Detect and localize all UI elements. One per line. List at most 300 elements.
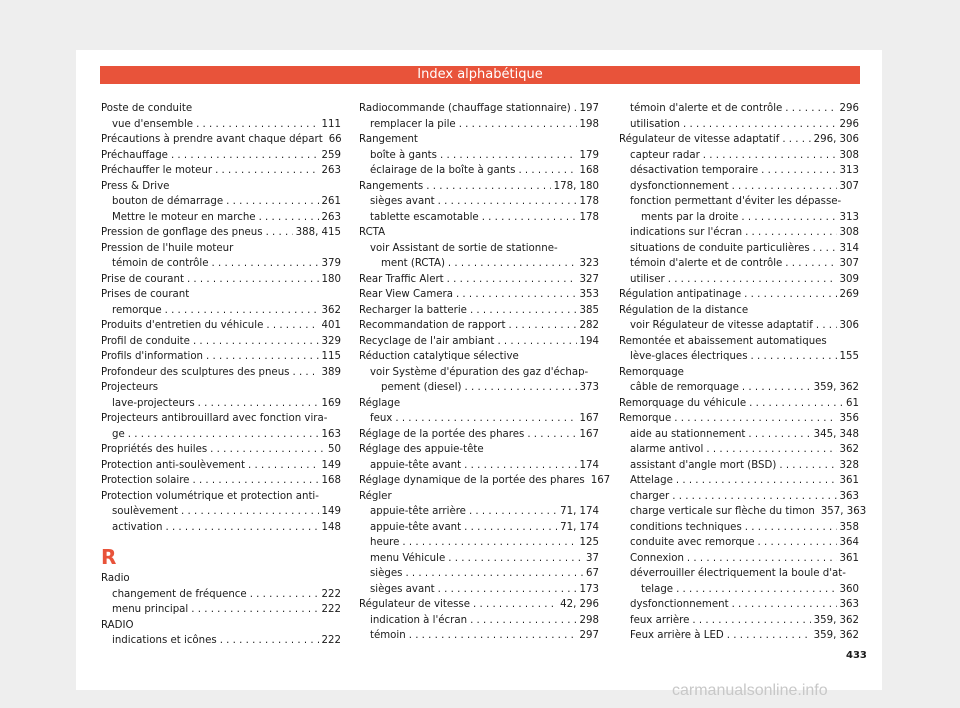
dot-leader xyxy=(464,520,557,536)
index-entry xyxy=(101,458,341,474)
dot-leader xyxy=(459,117,577,133)
entry-pages: 388, 415 xyxy=(295,227,341,238)
entry-pages: 358 xyxy=(839,521,859,533)
entry-pages: 363 xyxy=(839,490,859,502)
dot-leader xyxy=(473,597,557,613)
entry-term: menu Véhicule xyxy=(370,552,446,564)
index-column-3 xyxy=(619,101,867,644)
entry-term: Recommandation de rapport xyxy=(359,320,506,331)
entry-term: feux arrière xyxy=(630,614,690,626)
entry-term: Connexion xyxy=(630,552,684,564)
entry-pages: 313 xyxy=(839,211,859,223)
index-heading: Press & Drive xyxy=(101,180,170,192)
index-entry xyxy=(359,597,599,613)
entry-term: ge xyxy=(112,428,125,440)
entry-pages: 345, 348 xyxy=(813,428,859,440)
entry-pages: 329 xyxy=(321,335,341,347)
entry-pages: 328 xyxy=(839,459,859,471)
entry-pages: 359, 362 xyxy=(813,630,859,641)
dot-leader xyxy=(779,458,836,474)
entry-term: Attelage xyxy=(630,475,673,486)
dot-leader xyxy=(692,613,810,629)
index-heading: Remorquage xyxy=(619,366,684,378)
index-entry xyxy=(619,473,859,489)
entry-pages: 356 xyxy=(839,413,859,424)
dot-leader xyxy=(248,458,319,474)
entry-term: Rear View Camera xyxy=(359,289,453,300)
dot-leader xyxy=(482,210,577,226)
dot-leader xyxy=(456,287,577,303)
dot-leader xyxy=(668,272,837,288)
dot-leader xyxy=(448,551,583,567)
dot-leader xyxy=(672,489,836,505)
index-entry xyxy=(619,628,859,644)
dot-leader xyxy=(497,334,576,350)
entry-term: utiliser xyxy=(630,273,665,285)
entry-pages: 269 xyxy=(839,289,859,300)
index-entry xyxy=(101,365,341,381)
index-entry xyxy=(619,163,859,179)
dot-leader xyxy=(751,349,837,365)
dot-leader xyxy=(215,163,318,179)
entry-pages: 308 xyxy=(839,149,859,161)
index-entry xyxy=(359,303,599,319)
dot-leader xyxy=(732,179,837,195)
index-entry xyxy=(359,535,599,551)
entry-pages: 362 xyxy=(839,444,859,455)
index-entry xyxy=(101,442,341,458)
entry-term: capteur radar xyxy=(630,149,700,161)
index-entry xyxy=(359,148,599,164)
entry-term: remplacer la pile xyxy=(370,118,456,130)
dot-leader xyxy=(813,241,837,257)
entry-pages: 359, 362 xyxy=(813,382,859,393)
entry-pages: 168 xyxy=(579,165,599,176)
index-entry xyxy=(359,179,599,195)
index-entry xyxy=(619,458,859,474)
dot-leader xyxy=(198,396,319,412)
index-entry xyxy=(619,427,859,443)
index-entry xyxy=(619,318,859,334)
entry-term: conduite avec remorque xyxy=(630,537,755,548)
dot-leader xyxy=(509,318,577,334)
index-entry xyxy=(101,602,341,618)
entry-term: Régulateur de vitesse adaptatif xyxy=(619,134,780,145)
index-entry xyxy=(619,287,859,303)
index-heading: Poste de conduite xyxy=(101,103,193,114)
entry-pages: 327 xyxy=(579,273,599,285)
index-entry xyxy=(359,101,599,117)
entry-term: témoin d'alerte et de contrôle xyxy=(630,258,783,269)
index-entry xyxy=(619,210,859,226)
index-entry xyxy=(359,380,599,396)
dot-leader xyxy=(440,148,577,164)
entry-term: Régulation antipatinage xyxy=(619,289,742,300)
entry-pages: 296 xyxy=(839,118,859,130)
entry-pages: 167 xyxy=(590,475,611,486)
index-entry xyxy=(359,566,599,582)
dot-leader xyxy=(187,272,319,288)
index-entry xyxy=(359,117,599,133)
dot-leader xyxy=(196,117,318,133)
entry-pages: 373 xyxy=(579,382,599,393)
index-heading: Prises de courant xyxy=(101,289,190,300)
entry-term: utilisation xyxy=(630,118,681,130)
index-heading: Projecteurs xyxy=(101,382,159,393)
entry-term: remorque xyxy=(112,304,162,316)
entry-pages: 308 xyxy=(839,227,859,238)
entry-term: éclairage de la boîte à gants xyxy=(370,165,516,176)
entry-pages: 314 xyxy=(839,242,859,254)
entry-term: Préchauffage xyxy=(101,149,168,161)
index-entry xyxy=(101,427,341,443)
entry-term: soulèvement xyxy=(112,506,179,517)
index-entry xyxy=(359,334,599,350)
index-heading: Réglage des appuie-tête xyxy=(359,444,484,455)
dot-leader xyxy=(438,582,577,598)
entry-term: pement (diesel) xyxy=(381,382,462,393)
entry-term: appuie-tête avant xyxy=(370,459,462,471)
dot-leader xyxy=(465,380,577,396)
entry-pages: 307 xyxy=(839,258,859,269)
entry-pages: 37 xyxy=(586,552,599,564)
entry-pages: 167 xyxy=(579,428,599,440)
entry-pages: 173 xyxy=(579,583,599,595)
entry-pages: 309 xyxy=(839,273,859,285)
dot-leader xyxy=(292,365,318,381)
entry-term: câble de remorquage xyxy=(630,382,739,393)
index-entry xyxy=(101,396,341,412)
entry-pages: 389 xyxy=(321,366,341,378)
entry-pages: 296, 306 xyxy=(813,134,859,145)
entry-term: vue d'ensemble xyxy=(112,118,194,130)
dot-leader xyxy=(761,163,836,179)
entry-term: Recyclage de l'air ambiant xyxy=(359,335,495,347)
index-entry xyxy=(101,194,341,210)
dot-leader xyxy=(782,132,810,148)
entry-pages: 111 xyxy=(321,118,341,130)
index-heading: Rangement xyxy=(359,134,418,145)
dot-leader xyxy=(266,318,318,334)
index-entry xyxy=(101,210,341,226)
dot-leader xyxy=(470,303,577,319)
index-entry xyxy=(619,597,859,613)
index-entry xyxy=(359,582,599,598)
index-entry xyxy=(619,551,859,567)
entry-term: Remorquage du véhicule xyxy=(619,397,747,409)
index-entry xyxy=(619,349,859,365)
index-heading: Régler xyxy=(359,490,392,502)
dot-leader xyxy=(226,194,318,210)
entry-term: dysfonctionnement xyxy=(630,180,729,192)
entry-pages: 298 xyxy=(579,614,599,626)
entry-term: activation xyxy=(112,521,163,533)
index-entry xyxy=(101,163,341,179)
index-entry xyxy=(619,582,859,598)
entry-term: situations de conduite particulières xyxy=(630,242,810,254)
index-entry xyxy=(619,535,859,551)
index-heading: déverrouiller électriquement la boule d'at- xyxy=(630,568,846,579)
index-entry xyxy=(359,520,599,536)
dot-leader xyxy=(518,163,576,179)
index-heading: voir Système d'épuration des gaz d'échap- xyxy=(370,366,589,378)
dot-leader xyxy=(128,427,319,443)
section-letter: R xyxy=(101,545,117,569)
dot-leader xyxy=(192,473,318,489)
index-entry xyxy=(359,628,599,644)
entry-term: ment (RCTA) xyxy=(381,258,445,269)
dot-leader xyxy=(165,303,319,319)
dot-leader xyxy=(266,225,293,241)
entry-term: Produits d'entretien du véhicule xyxy=(101,320,264,331)
entry-term: Remorque xyxy=(619,413,672,424)
dot-leader xyxy=(191,602,318,618)
entry-term: Profil de conduite xyxy=(101,335,190,347)
dot-leader xyxy=(683,117,837,133)
dot-leader xyxy=(785,256,836,272)
dot-leader xyxy=(165,520,318,536)
entry-pages: 401 xyxy=(321,320,341,331)
dot-leader xyxy=(676,473,837,489)
entry-pages: 125 xyxy=(579,537,599,548)
entry-term: voir Régulateur de vitesse adaptatif xyxy=(630,320,813,331)
entry-pages: 71, 174 xyxy=(560,521,599,533)
entry-pages: 169 xyxy=(321,397,341,409)
index-entry xyxy=(101,504,341,520)
entry-term: Recharger la batterie xyxy=(359,304,467,316)
index-entry xyxy=(619,272,859,288)
entry-pages: 379 xyxy=(321,258,341,269)
entry-pages: 178, 180 xyxy=(553,180,599,192)
index-heading: Radio xyxy=(101,573,130,584)
dot-leader xyxy=(674,411,836,427)
entry-pages: 155 xyxy=(839,351,859,362)
entry-term: sièges xyxy=(370,568,403,579)
entry-term: Feux arrière à LED xyxy=(630,630,724,641)
entry-pages: 362 xyxy=(321,304,341,316)
entry-term: Préchauffer le moteur xyxy=(101,165,213,176)
dot-leader xyxy=(448,256,577,272)
dot-leader xyxy=(193,334,319,350)
entry-term: indications et icônes xyxy=(112,635,217,646)
index-entry xyxy=(101,132,341,148)
index-entry xyxy=(101,272,341,288)
index-entry xyxy=(359,256,599,272)
entry-pages: 50 xyxy=(328,444,341,455)
entry-term: désactivation temporaire xyxy=(630,165,759,176)
entry-pages: 42, 296 xyxy=(560,599,599,610)
entry-term: Régulateur de vitesse xyxy=(359,599,471,610)
dot-leader xyxy=(741,210,836,226)
watermark: carmanualsonline.info xyxy=(672,682,828,699)
entry-pages: 306 xyxy=(839,320,859,331)
entry-pages: 259 xyxy=(321,149,341,161)
entry-term: alarme antivol xyxy=(630,444,704,455)
entry-term: Pression de gonflage des pneus xyxy=(101,227,263,238)
index-column-2 xyxy=(359,101,611,644)
entry-pages: 297 xyxy=(579,630,599,641)
dot-leader xyxy=(212,256,319,272)
entry-pages: 222 xyxy=(321,604,341,615)
dot-leader xyxy=(727,628,811,644)
index-entry xyxy=(101,303,341,319)
entry-term: telage xyxy=(641,583,674,595)
index-entry xyxy=(619,504,867,520)
entry-term: Réglage de la portée des phares xyxy=(359,428,525,440)
dot-leader xyxy=(426,179,550,195)
index-entry xyxy=(101,587,341,603)
page-number: 433 xyxy=(846,650,867,661)
dot-leader xyxy=(259,210,319,226)
dot-leader xyxy=(706,442,836,458)
dot-leader xyxy=(574,101,577,117)
entry-pages: 198 xyxy=(579,118,599,130)
entry-term: Prise de courant xyxy=(101,273,184,285)
index-entry xyxy=(101,633,341,649)
entry-pages: 282 xyxy=(579,320,599,331)
index-entry xyxy=(619,489,859,505)
entry-pages: 359, 362 xyxy=(813,614,859,626)
entry-pages: 61 xyxy=(846,397,859,409)
entry-term: Profils d'information xyxy=(101,351,204,362)
entry-pages: 385 xyxy=(579,304,599,316)
entry-term: boîte à gants xyxy=(370,149,437,161)
index-heading: RCTA xyxy=(359,227,386,238)
entry-term: charger xyxy=(630,490,670,502)
entry-term: lave-projecteurs xyxy=(112,397,195,409)
index-entry xyxy=(359,318,599,334)
entry-term: heure xyxy=(370,537,400,548)
dot-leader xyxy=(816,318,837,334)
dot-leader xyxy=(527,427,576,443)
index-entry xyxy=(619,380,859,396)
dot-leader xyxy=(703,148,837,164)
index-entry xyxy=(359,163,599,179)
dot-leader xyxy=(744,287,836,303)
index-entry xyxy=(619,396,859,412)
index-heading: fonction permettant d'éviter les dépasse- xyxy=(630,196,842,207)
index-entry xyxy=(101,520,341,536)
index-entry xyxy=(101,117,341,133)
index-entry xyxy=(619,132,859,148)
entry-term: témoin de contrôle xyxy=(112,258,209,269)
entry-pages: 148 xyxy=(321,521,341,533)
entry-pages: 357, 363 xyxy=(820,506,867,517)
entry-pages: 178 xyxy=(579,211,599,223)
index-heading: RADIO xyxy=(101,619,134,631)
index-entry xyxy=(359,427,599,443)
index-entry xyxy=(619,148,859,164)
entry-term: indication à l'écran xyxy=(370,614,468,626)
entry-term: Profondeur des sculptures des pneus xyxy=(101,366,290,378)
entry-term: bouton de démarrage xyxy=(112,196,224,207)
dot-leader xyxy=(402,535,576,551)
entry-term: conditions techniques xyxy=(630,521,742,533)
index-heading: Remontée et abaissement automatiques xyxy=(619,335,827,347)
entry-term: Rangements xyxy=(359,180,424,192)
dot-leader xyxy=(250,587,319,603)
index-entry xyxy=(359,287,599,303)
index-entry xyxy=(619,411,859,427)
entry-pages: 149 xyxy=(321,459,341,471)
index-entry xyxy=(619,179,859,195)
dot-leader xyxy=(687,551,837,567)
dot-leader xyxy=(438,194,577,210)
entry-term: dysfonctionnement xyxy=(630,599,729,610)
dot-leader xyxy=(732,597,837,613)
page-title: Index alphabétique xyxy=(100,66,860,84)
index-entry xyxy=(101,225,341,241)
index-entry xyxy=(359,194,599,210)
dot-leader xyxy=(464,458,576,474)
entry-pages: 115 xyxy=(321,351,341,362)
index-entry xyxy=(101,473,341,489)
entry-term: appuie-tête avant xyxy=(370,521,462,533)
entry-pages: 360 xyxy=(839,583,859,595)
entry-pages: 263 xyxy=(321,211,341,223)
dot-leader xyxy=(210,442,325,458)
entry-term: sièges avant xyxy=(370,196,435,207)
entry-pages: 361 xyxy=(839,552,859,564)
dot-leader xyxy=(742,380,811,396)
entry-term: lève-glaces électriques xyxy=(630,351,748,362)
entry-pages: 163 xyxy=(321,428,341,440)
index-entry xyxy=(101,256,341,272)
entry-term: aide au stationnement xyxy=(630,428,746,440)
entry-pages: 307 xyxy=(839,180,859,192)
index-heading: voir Assistant de sortie de stationne- xyxy=(370,242,558,254)
index-entry xyxy=(359,473,611,489)
index-entry xyxy=(101,148,341,164)
index-heading: Réduction catalytique sélective xyxy=(359,351,519,362)
dot-leader xyxy=(745,225,836,241)
entry-pages: 67 xyxy=(586,568,599,579)
entry-term: assistant d'angle mort (BSD) xyxy=(630,459,777,471)
entry-term: Précautions à prendre avant chaque départ xyxy=(101,134,323,145)
entry-term: Protection anti-soulèvement xyxy=(101,459,246,471)
entry-term: sièges avant xyxy=(370,583,435,595)
index-entry xyxy=(359,458,599,474)
index-heading: Pression de l'huile moteur xyxy=(101,242,234,254)
dot-leader xyxy=(758,535,837,551)
entry-term: indications sur l'écran xyxy=(630,227,743,238)
index-heading: Protection volumétrique et protection anti- xyxy=(101,490,319,502)
entry-term: Réglage dynamique de la portée des phares xyxy=(359,475,585,486)
entry-term: témoin d'alerte et de contrôle xyxy=(630,103,783,114)
index-heading: Régulation de la distance xyxy=(619,304,749,316)
index-entry xyxy=(359,613,599,629)
entry-term: Mettre le moteur en marche xyxy=(112,211,256,223)
dot-leader xyxy=(405,566,583,582)
entry-pages: 313 xyxy=(839,165,859,176)
index-entry xyxy=(359,551,599,567)
entry-pages: 179 xyxy=(579,149,599,161)
index-entry xyxy=(101,318,341,334)
dot-leader xyxy=(409,628,577,644)
entry-term: tablette escamotable xyxy=(370,211,479,223)
dot-leader xyxy=(395,411,576,427)
entry-term: Radiocommande (chauffage stationnaire) xyxy=(359,103,571,114)
index-entry xyxy=(619,520,859,536)
entry-pages: 174 xyxy=(579,459,599,471)
entry-pages: 363 xyxy=(839,599,859,610)
index-entry xyxy=(619,442,859,458)
entry-term: ments par la droite xyxy=(641,211,739,223)
entry-pages: 197 xyxy=(579,103,599,114)
index-entry xyxy=(619,256,859,272)
index-entry xyxy=(359,504,599,520)
entry-pages: 71, 174 xyxy=(560,506,599,517)
